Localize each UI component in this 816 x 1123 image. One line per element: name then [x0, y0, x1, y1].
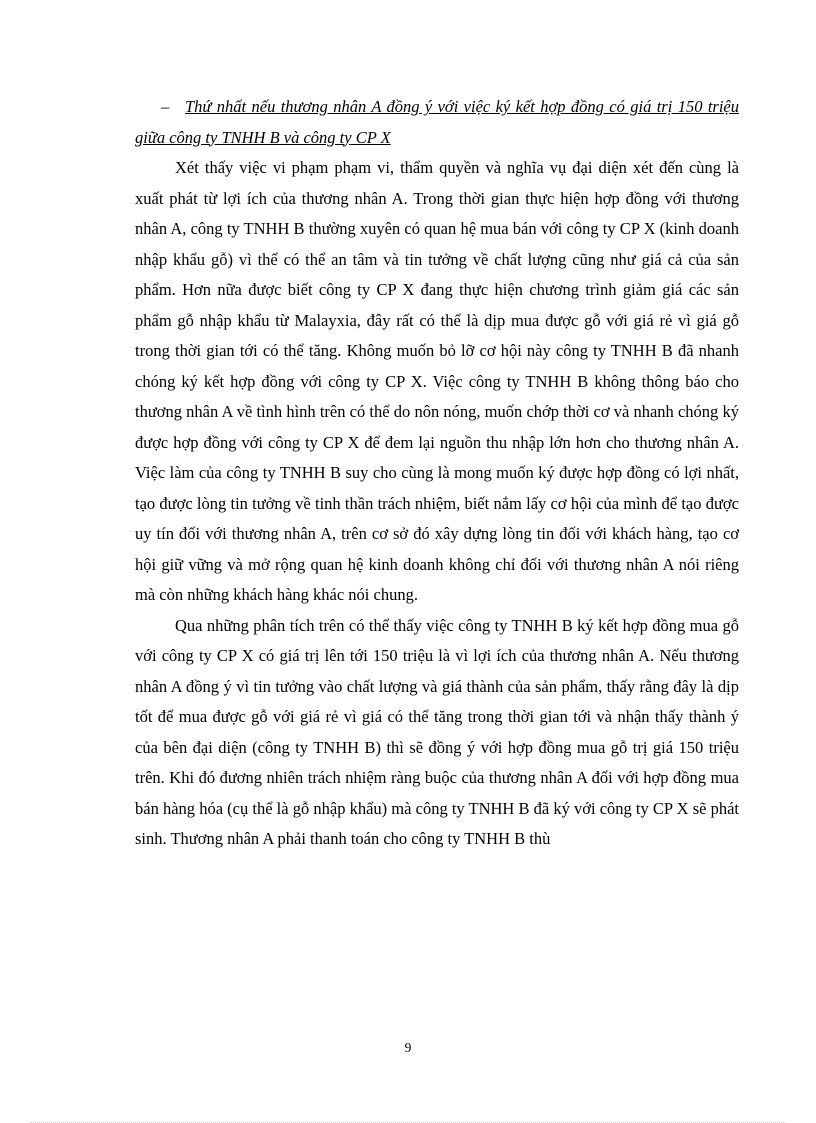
heading-text: Thứ nhất nếu thương nhân A đồng ý với việc ký kết hợp đồng có giá trị 150 triệu giữa công ty TNHH B và công ty CP X: [135, 97, 739, 147]
paragraph-1: Xét thấy việc vi phạm phạm vi, thẩm quyền và nghĩa vụ đại diện xét đến cùng là xuất phát từ lợi ích của thương nhân A. Trong thời gian thực hiện hợp đồng với thương nhân A, công ty TNHH B thường xuyên có quan hệ mua bán với công ty CP X (kinh doanh nhập khẩu gỗ) vì thế có thể an tâm và tin tưởng về chất lượng cũng như giá cả của sản phẩm. Hơn nữa được biết công ty CP X đang thực hiện chương trình giảm giá các sản phẩm gỗ nhập khẩu từ Malayxia, đây rất có thể là dịp mua được gỗ với giá rẻ vì giá gỗ trong thời gian tới có thể tăng. Không muốn bỏ lỡ cơ hội này công ty TNHH B đã nhanh chóng ký kết hợp đồng với công ty CP X. Việc công ty TNHH B không thông báo cho thương nhân A về tình hình trên có thể do nôn nóng, muốn chớp thời cơ và nhanh chóng ký được hợp đồng với công ty CP X để đem lại nguồn thu nhập lớn hơn cho thương nhân A. Việc làm của công ty TNHH B suy cho cùng là mong muốn ký được hợp đồng có lợi nhất, tạo được lòng tin tưởng về tinh thần trách nhiệm, biết nắm lấy cơ hội của mình để tạo được uy tín đối với thương nhân A, trên cơ sở đó xây dựng lòng tin đối với khách hàng, tạo cơ hội giữ vững và mở rộng quan hệ kinh doanh không chỉ đối với thương nhân A nói riêng mà còn những khách hàng khác nói chung.: [135, 158, 739, 604]
document-body: [135, 92, 739, 855]
paragraph-2: Qua những phân tích trên có thể thấy việc công ty TNHH B ký kết hợp đồng mua gỗ với công ty CP X có giá trị lên tới 150 triệu là vì lợi ích của thương nhân A. Nếu thương nhân A đồng ý vì tin tưởng vào chất lượng và giá thành của sản phẩm, thấy rằng đây là dịp tốt để mua được gỗ với giá rẻ vì giá có thể tăng trong thời gian tới và nhận thấy thành ý của bên đại diện (công ty TNHH B) thì sẽ đồng ý với hợp đồng mua gỗ trị giá 150 triệu trên. Khi đó đương nhiên trách nhiệm ràng buộc của thương nhân A đối với hợp đồng mua bán hàng hóa (cụ thể là gỗ nhập khẩu) mà công ty TNHH B đã ký với công ty CP X sẽ phát sinh. Thương nhân A phải thanh toán cho công ty TNHH B thù: [135, 615, 739, 848]
page-number: 9: [404, 1040, 412, 1055]
section-heading: [135, 92, 739, 153]
heading-dash: –: [161, 97, 170, 116]
